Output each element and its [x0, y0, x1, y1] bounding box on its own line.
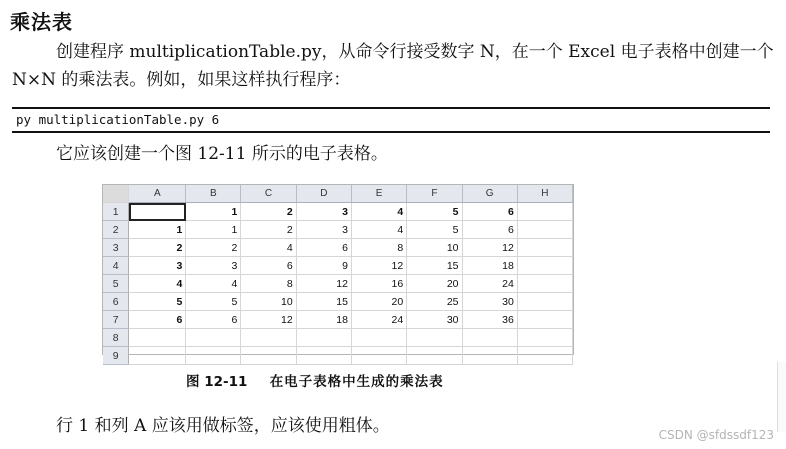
cell[interactable]: [517, 275, 572, 293]
cell[interactable]: 30: [407, 311, 462, 329]
sheet-row-1: [103, 203, 573, 221]
cell[interactable]: [517, 257, 572, 275]
cell[interactable]: 2: [186, 239, 241, 257]
cell[interactable]: 6: [186, 311, 241, 329]
cell[interactable]: 6: [462, 221, 517, 239]
intro-paragraph: 创建程序 multiplicationTable.py，从命令行接受数字 N，在一个 Excel 电子表格中创建一个 N×N 的乘法表。例如，如果这样执行程序：: [12, 42, 774, 90]
cell[interactable]: 12: [351, 257, 406, 275]
cell[interactable]: [462, 347, 517, 365]
cell[interactable]: [517, 203, 572, 221]
figure-caption-text: 在电子表格中生成的乘法表: [269, 374, 444, 390]
column-header-g[interactable]: G: [462, 185, 517, 203]
cell[interactable]: 12: [462, 239, 517, 257]
sheet-row-7: [103, 311, 573, 329]
cell[interactable]: [186, 347, 241, 365]
cell[interactable]: 3: [296, 221, 351, 239]
cell[interactable]: [517, 293, 572, 311]
sheet-row-8: [103, 329, 573, 347]
watermark: CSDN @sfdssdf123: [658, 428, 774, 442]
code-block: [12, 107, 770, 133]
cell[interactable]: 20: [351, 293, 406, 311]
sheet-row-2: [103, 221, 573, 239]
column-header-f[interactable]: F: [407, 185, 462, 203]
cell-a1-selected[interactable]: [129, 203, 186, 221]
cell[interactable]: 15: [407, 257, 462, 275]
column-header-c[interactable]: C: [241, 185, 296, 203]
cell[interactable]: [186, 329, 241, 347]
cell[interactable]: [129, 347, 186, 365]
cell[interactable]: 4: [129, 275, 186, 293]
cell[interactable]: 2: [129, 239, 186, 257]
cell[interactable]: 4: [351, 221, 406, 239]
cell[interactable]: [517, 221, 572, 239]
cell[interactable]: [407, 329, 462, 347]
closing-paragraph: 行 1 和列 A 应该用做标签，应该使用粗体。: [56, 416, 390, 436]
row-header[interactable]: 9: [103, 347, 129, 365]
cell[interactable]: 1: [186, 221, 241, 239]
cell[interactable]: [351, 347, 406, 365]
sheet-row-9: [103, 347, 573, 365]
row-header[interactable]: 8: [103, 329, 129, 347]
cell[interactable]: 2: [241, 203, 296, 221]
after-code-paragraph: 它应该创建一个图 12-11 所示的电子表格。: [56, 144, 388, 164]
cell[interactable]: 1: [186, 203, 241, 221]
column-header-a[interactable]: A: [129, 185, 186, 203]
cell[interactable]: 5: [407, 203, 462, 221]
cell[interactable]: 16: [351, 275, 406, 293]
column-header-e[interactable]: E: [351, 185, 406, 203]
sheet-row-6: [103, 293, 573, 311]
column-header-row: [103, 185, 573, 203]
cell[interactable]: 18: [296, 311, 351, 329]
cell[interactable]: [517, 347, 572, 365]
cell[interactable]: 15: [296, 293, 351, 311]
row-header[interactable]: 4: [103, 257, 129, 275]
cell[interactable]: 12: [296, 275, 351, 293]
row-header[interactable]: 6: [103, 293, 129, 311]
cell[interactable]: [351, 329, 406, 347]
cell[interactable]: [296, 347, 351, 365]
page-edge-decoration: [777, 362, 786, 432]
cell[interactable]: 18: [462, 257, 517, 275]
column-header-d[interactable]: D: [296, 185, 351, 203]
cell[interactable]: 24: [351, 311, 406, 329]
cell[interactable]: [462, 329, 517, 347]
cell[interactable]: 5: [407, 221, 462, 239]
cell[interactable]: 36: [462, 311, 517, 329]
cell[interactable]: 5: [129, 293, 186, 311]
cell[interactable]: [241, 347, 296, 365]
cell[interactable]: 6: [241, 257, 296, 275]
section-heading: 乘法表: [10, 10, 73, 34]
cell[interactable]: 4: [241, 239, 296, 257]
row-header[interactable]: 1: [103, 203, 129, 221]
column-header-b[interactable]: B: [186, 185, 241, 203]
cell[interactable]: 1: [129, 221, 186, 239]
row-header[interactable]: 3: [103, 239, 129, 257]
cell[interactable]: [517, 311, 572, 329]
cell[interactable]: 4: [186, 275, 241, 293]
cell[interactable]: 10: [241, 293, 296, 311]
cell[interactable]: 8: [241, 275, 296, 293]
spreadsheet-grid: [103, 185, 573, 365]
code-line: py multiplicationTable.py 6: [16, 112, 220, 127]
cell[interactable]: 3: [296, 203, 351, 221]
row-header[interactable]: 7: [103, 311, 129, 329]
cell[interactable]: 4: [351, 203, 406, 221]
cell[interactable]: [407, 347, 462, 365]
select-all-corner[interactable]: [103, 185, 129, 203]
sheet-row-5: [103, 275, 573, 293]
cell[interactable]: 20: [407, 275, 462, 293]
cell[interactable]: [241, 329, 296, 347]
cell[interactable]: 24: [462, 275, 517, 293]
cell[interactable]: 3: [186, 257, 241, 275]
cell[interactable]: [517, 329, 572, 347]
cell[interactable]: [517, 239, 572, 257]
cell[interactable]: 6: [462, 203, 517, 221]
cell[interactable]: 8: [351, 239, 406, 257]
figure-number: 图 12-11: [186, 374, 248, 390]
cell[interactable]: [129, 329, 186, 347]
cell[interactable]: 3: [129, 257, 186, 275]
figure-caption: [186, 370, 444, 390]
row-header[interactable]: 5: [103, 275, 129, 293]
cell[interactable]: 9: [296, 257, 351, 275]
row-header[interactable]: 2: [103, 221, 129, 239]
cell[interactable]: 12: [241, 311, 296, 329]
cell[interactable]: 30: [462, 293, 517, 311]
cell[interactable]: 25: [407, 293, 462, 311]
sheet-row-4: [103, 257, 573, 275]
sheet-row-3: [103, 239, 573, 257]
cell[interactable]: 5: [186, 293, 241, 311]
cell[interactable]: 6: [296, 239, 351, 257]
column-header-h[interactable]: H: [517, 185, 572, 203]
cell[interactable]: 2: [241, 221, 296, 239]
cell[interactable]: [296, 329, 351, 347]
spreadsheet-figure: [102, 184, 574, 362]
cell[interactable]: 6: [129, 311, 186, 329]
cell[interactable]: 10: [407, 239, 462, 257]
